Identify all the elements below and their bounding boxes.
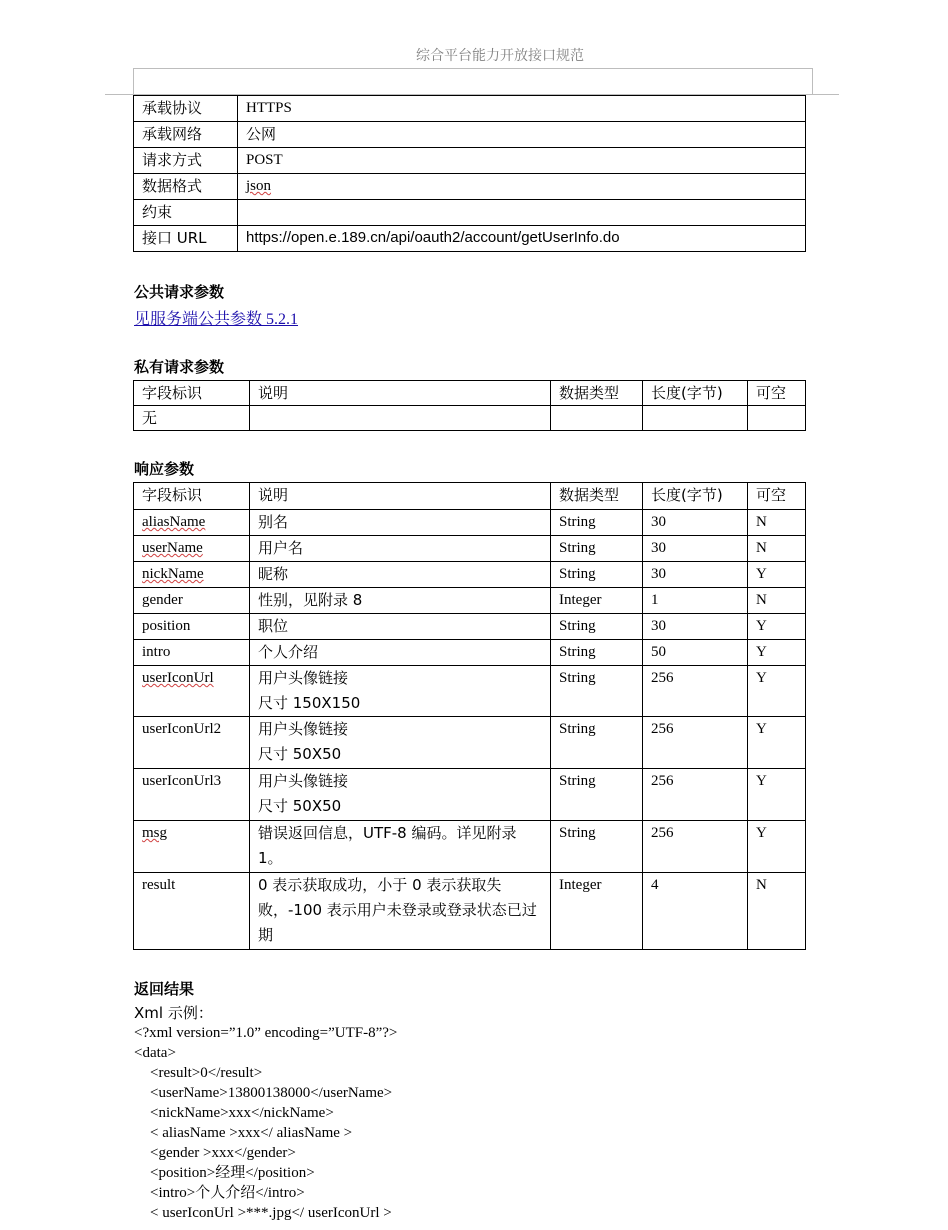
field-cell — [134, 510, 250, 536]
table-header-row — [134, 483, 806, 510]
nullable-cell — [748, 406, 806, 431]
xml-line: <intro>个人介绍</intro> — [150, 1185, 305, 1201]
field-cell: intro — [134, 640, 250, 666]
xml-line: <userName>13800138000</userName> — [150, 1085, 393, 1101]
result-heading: 返回结果 — [134, 980, 195, 998]
length-cell: 4 — [643, 873, 748, 950]
nullable-cell: N — [748, 873, 806, 950]
column-header: 说明 — [250, 381, 551, 406]
xml-example-label: Xml 示例： — [134, 1004, 213, 1022]
nullable-cell: Y — [748, 562, 806, 588]
value-cell: 公网 — [238, 122, 806, 148]
type-cell: String — [551, 510, 643, 536]
table-row — [134, 873, 806, 950]
xml-line: < userIconUrl >***.jpg</ userIconUrl > — [150, 1205, 392, 1221]
private-params-heading: 私有请求参数 — [134, 358, 225, 376]
length-cell: 256 — [643, 769, 748, 821]
table-row — [134, 174, 806, 200]
type-cell: String — [551, 562, 643, 588]
length-cell: 50 — [643, 640, 748, 666]
type-cell: Integer — [551, 588, 643, 614]
column-header: 可空 — [748, 381, 806, 406]
table-row — [134, 666, 806, 717]
table-row — [134, 122, 806, 148]
column-header: 字段标识 — [134, 381, 250, 406]
xml-example — [134, 1003, 834, 1223]
table-row — [134, 821, 806, 873]
value-cell — [238, 174, 806, 200]
length-cell: 30 — [643, 562, 748, 588]
desc-line: 尺寸 150X150 — [258, 694, 361, 712]
field-cell: result — [134, 873, 250, 950]
column-header: 字段标识 — [134, 483, 250, 510]
label-cell: 承载协议 — [134, 96, 238, 122]
table-row — [134, 200, 806, 226]
nullable-cell: N — [748, 510, 806, 536]
field-cell: userIconUrl2 — [134, 717, 250, 769]
table-row — [134, 96, 806, 122]
field-cell: position — [134, 614, 250, 640]
table-row — [134, 406, 806, 431]
length-cell — [643, 406, 748, 431]
xml-line: <gender >xxx</gender> — [150, 1145, 296, 1161]
table-header-row — [134, 381, 806, 406]
value-cell — [238, 200, 806, 226]
nullable-cell: Y — [748, 821, 806, 873]
xml-line: <nickName>xxx</nickName> — [150, 1105, 334, 1121]
field-cell — [134, 536, 250, 562]
table-row — [134, 640, 806, 666]
desc-cell: 别名 — [250, 510, 551, 536]
label-cell: 约束 — [134, 200, 238, 226]
desc-cell — [250, 666, 551, 717]
type-cell: String — [551, 717, 643, 769]
desc-line: 用户头像链接 — [258, 669, 349, 687]
column-header: 数据类型 — [551, 381, 643, 406]
length-cell: 1 — [643, 588, 748, 614]
value-text: json — [246, 178, 272, 194]
table-row — [134, 148, 806, 174]
field-text: aliasName — [142, 514, 206, 530]
type-cell: Integer — [551, 873, 643, 950]
field-cell: userIconUrl3 — [134, 769, 250, 821]
length-cell: 30 — [643, 536, 748, 562]
length-cell: 256 — [643, 717, 748, 769]
value-cell: POST — [238, 148, 806, 174]
xml-line: <data> — [134, 1045, 176, 1061]
nullable-cell: Y — [748, 614, 806, 640]
field-cell: 无 — [134, 406, 250, 431]
desc-cell: 错误返回信息，UTF-8 编码。详见附录 1。 — [250, 821, 551, 873]
nullable-cell: Y — [748, 717, 806, 769]
type-cell: String — [551, 536, 643, 562]
nullable-cell: Y — [748, 666, 806, 717]
desc-line: 用户头像链接 — [258, 772, 349, 790]
desc-cell: 个人介绍 — [250, 640, 551, 666]
length-cell: 256 — [643, 821, 748, 873]
desc-cell — [250, 717, 551, 769]
xml-line: <?xml version=”1.0” encoding=”UTF-8”?> — [134, 1025, 398, 1041]
desc-cell — [250, 769, 551, 821]
type-cell: String — [551, 640, 643, 666]
desc-cell: 性别，见附录 8 — [250, 588, 551, 614]
nullable-cell: Y — [748, 640, 806, 666]
public-params-heading: 公共请求参数 — [134, 283, 225, 301]
length-cell: 30 — [643, 614, 748, 640]
desc-cell: 0 表示获取成功，小于 0 表示获取失败，-100 表示用户未登录或登录状态已过期 — [250, 873, 551, 950]
public-params-link[interactable]: 见服务端公共参数 5.2.1 — [134, 311, 299, 328]
desc-line: 尺寸 50X50 — [258, 745, 342, 763]
type-cell: String — [551, 614, 643, 640]
label-cell: 接口 URL — [134, 226, 238, 252]
table-row — [134, 717, 806, 769]
field-cell — [134, 821, 250, 873]
field-text: userName — [142, 540, 203, 556]
column-header: 长度(字节) — [643, 381, 748, 406]
type-cell — [551, 406, 643, 431]
nullable-cell: N — [748, 588, 806, 614]
page-header-title: 综合平台能力开放接口规范 — [416, 48, 584, 64]
table-row — [134, 226, 806, 252]
field-cell: gender — [134, 588, 250, 614]
private-params-table — [133, 380, 806, 431]
header-box — [133, 68, 813, 95]
field-text: nickName — [142, 566, 204, 582]
label-cell: 数据格式 — [134, 174, 238, 200]
desc-cell — [250, 406, 551, 431]
length-cell: 256 — [643, 666, 748, 717]
table-row — [134, 588, 806, 614]
field-text: msg — [142, 825, 168, 841]
label-cell: 承载网络 — [134, 122, 238, 148]
desc-cell: 用户名 — [250, 536, 551, 562]
desc-cell: 昵称 — [250, 562, 551, 588]
column-header: 长度(字节) — [643, 483, 748, 510]
column-header: 可空 — [748, 483, 806, 510]
column-header: 说明 — [250, 483, 551, 510]
table-row — [134, 614, 806, 640]
xml-line: < aliasName >xxx</ aliasName > — [150, 1125, 353, 1141]
table-row — [134, 510, 806, 536]
table-row — [134, 536, 806, 562]
type-cell: String — [551, 821, 643, 873]
value-cell: HTTPS — [238, 96, 806, 122]
field-cell — [134, 666, 250, 717]
type-cell: String — [551, 666, 643, 717]
field-text: userIconUrl — [142, 670, 214, 686]
desc-line: 尺寸 50X50 — [258, 797, 342, 815]
xml-line: <position>经理</position> — [150, 1165, 315, 1181]
label-cell: 请求方式 — [134, 148, 238, 174]
desc-cell: 职位 — [250, 614, 551, 640]
field-cell — [134, 562, 250, 588]
nullable-cell: N — [748, 536, 806, 562]
type-cell: String — [551, 769, 643, 821]
column-header: 数据类型 — [551, 483, 643, 510]
length-cell: 30 — [643, 510, 748, 536]
nullable-cell: Y — [748, 769, 806, 821]
interface-info-table — [133, 95, 806, 252]
table-row — [134, 769, 806, 821]
desc-line: 用户头像链接 — [258, 720, 349, 738]
url-cell: https://open.e.189.cn/api/oauth2/account/getUserInfo.do — [238, 226, 806, 252]
xml-line: <result>0</result> — [150, 1065, 263, 1081]
response-params-heading: 响应参数 — [134, 460, 195, 478]
table-row — [134, 562, 806, 588]
response-params-table — [133, 482, 806, 950]
